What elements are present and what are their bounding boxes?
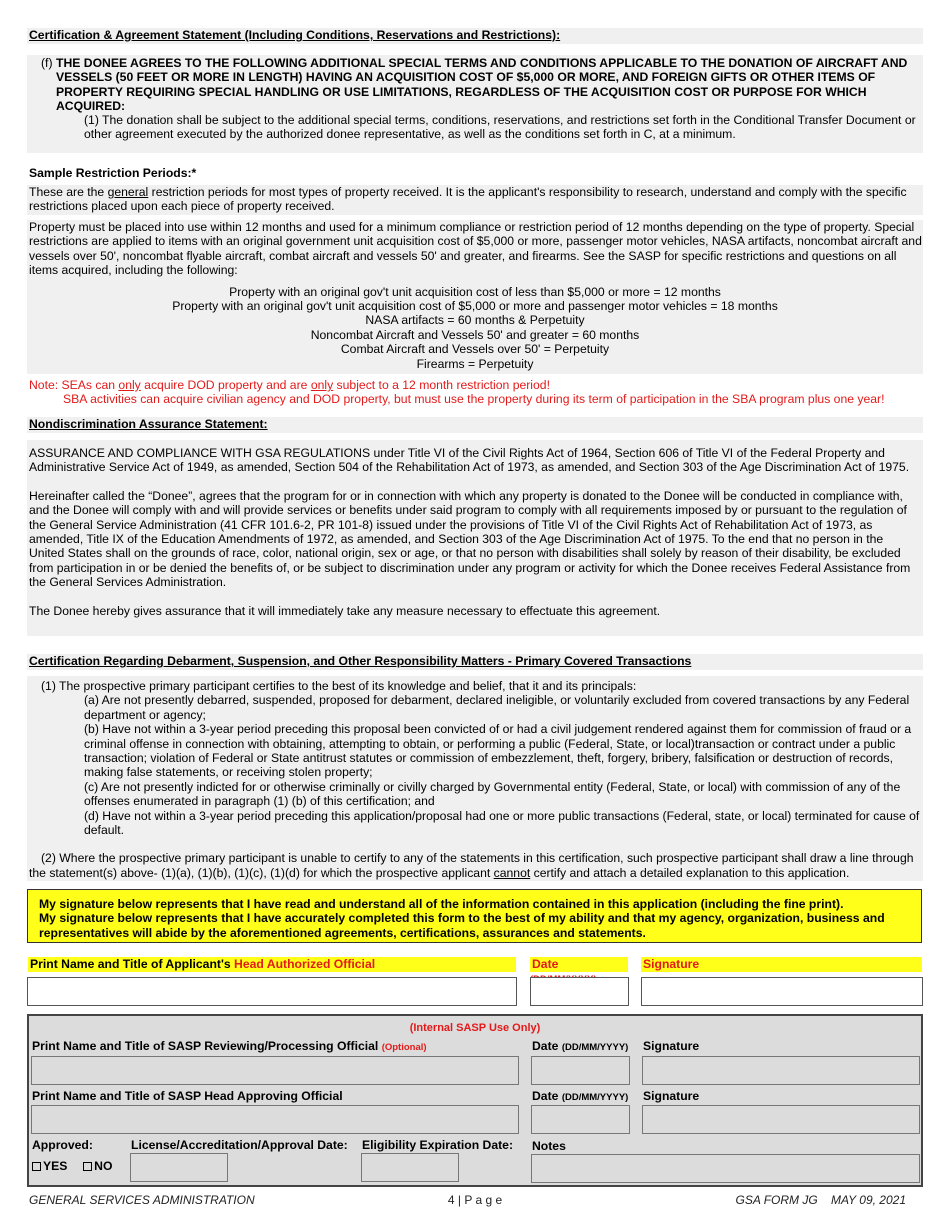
head-signature-label: Signature bbox=[643, 1089, 700, 1103]
signature-notice bbox=[27, 889, 922, 943]
restriction-item: Property with an original gov't unit acquisition cost of $5,000 or more and passenger motor vehicles = 18 months bbox=[172, 299, 778, 314]
cert-f-marker: (f) bbox=[41, 56, 53, 70]
nondiscrim-p3: The Donee hereby gives assurance that it will immediately take any measure necessary to effectuate this agreement. bbox=[29, 603, 661, 618]
notes-field[interactable] bbox=[531, 1154, 920, 1183]
review-signature-label: Signature bbox=[643, 1039, 700, 1053]
notes-label: Notes bbox=[532, 1139, 566, 1153]
nondiscrim-heading: Nondiscrimination Assurance Statement: bbox=[29, 417, 268, 431]
debarment-c: (c) Are not presently indicted for or otherwise criminally or civilly charged by Governmental entity (Federal, State, or local) with commission of any of the offenses enumerated in paragraph (1) (b) of this certification; and bbox=[84, 779, 901, 809]
debarment-heading-bar bbox=[27, 654, 923, 670]
debarment-body bbox=[27, 676, 923, 881]
review-date-label bbox=[532, 1039, 628, 1055]
approved-options bbox=[32, 1159, 112, 1173]
license-label: License/Accreditation/Approval Date: bbox=[131, 1138, 348, 1152]
restriction-note bbox=[29, 378, 923, 407]
applicant-date-text: Date bbox=[532, 957, 559, 971]
restriction-item: NASA artifacts = 60 months & Perpetuity bbox=[365, 313, 585, 328]
restriction-list bbox=[27, 285, 923, 371]
restriction-body: Property must be placed into use within 12 months and used for a minimum compliance or restriction period of 12 months depending on the type of property. Special restrictions are applied to items with an original government unit acquisition cost of $5,000 or more, passenger motor vehicles, NASA artifacts, noncombat aircraft and vessels over 50', noncombat flyable aircraft, combat aircraft and vessels 50' and greater, and firearms. See the SASP for specific restrictions and questions on all items acquired, including the following: bbox=[29, 220, 922, 278]
note-only-2: only bbox=[310, 378, 334, 392]
applicant-date-label bbox=[530, 957, 628, 972]
head-date-label bbox=[532, 1089, 628, 1105]
restriction-intro-pre: These are the bbox=[29, 185, 108, 199]
debarment-a: (a) Are not presently debarred, suspended, proposed for debarment, declared ineligible, or voluntarily excluded from covered transactions by any Federal department or agency; bbox=[84, 693, 910, 722]
applicant-signature-field[interactable] bbox=[641, 977, 923, 1006]
debarment-b: (b) Have not within a 3-year period preceding this proposal been convicted of or had a civil judgement rendered against them for commission of fraud or a criminal offense in connection with obtaining, attempting to obtain, or performing a public (Federal, State, or local)transaction or contract under a public transaction; violation of Federal or State antitrust statutes or commission of embezzlement, theft, forgery, bribery, falsification or destruction of records, making false statements, or receiving stolen property; bbox=[84, 722, 912, 780]
applicant-name-label-a: Print Name and Title of Applicant's bbox=[30, 957, 235, 971]
restriction-item: Combat Aircraft and Vessels over 50' = Perpetuity bbox=[340, 342, 610, 357]
debarment-p2-text: (2) Where the prospective primary participant is unable to certify to any of the statements in this certification, such prospective participant shall draw a line through the statement(s) above- (1)(a), (1)(b), (1)(c), (1)(d) for which the prospective applicant bbox=[29, 851, 914, 880]
debarment-p2-text: certify and attach a detailed explanation to this application. bbox=[530, 865, 850, 880]
nondiscrim-p2: Hereinafter called the “Donee”, agrees that the program for or in connection with which any property is donated to the Donee will be conducted in compliance with, and the Donee will comply with and will provide services or benefits under said program to comply with all requirements imposed by or pursuant to the regulation of the General Service Administration (41 CFR 101.6-2, PR 101-8) issued under the provisions of Title VI of the Civil Rights Act of Rehabilitation Act of 1973, as amended, Title IX of the Education Amendments of 1972, as amended, and Section 303 of the Age Discrimination Act of 1975. To the end that no person in the United States shall on the grounds of race, color, national origin, sex or age, or that no person with disabilities shall solely by reason of their disability, be excluded from participation in or be denied the benefits of, or be subject to discrimination under any program or activity for which the Donee receives Federal Assistance from the General Services Administration. bbox=[29, 488, 911, 590]
cert-heading-bar bbox=[27, 28, 923, 44]
head-name-field[interactable] bbox=[31, 1105, 519, 1134]
footer-left: GENERAL SERVICES ADMINISTRATION bbox=[29, 1193, 255, 1207]
applicant-date-field[interactable] bbox=[530, 977, 629, 1006]
head-signature-field[interactable] bbox=[642, 1105, 920, 1134]
nondiscrim-p1: ASSURANCE AND COMPLIANCE WITH GSA REGULATIONS under Title VI of the Civil Rights Act of 1964, Section 606 of Title VI of the Federal Property and Administrative Service Act of 1949, as amended, Section 504 of the Rehabilitation Act of 1973, as amended, and Section 303 of the Age Discrimination Act of 1975. bbox=[29, 446, 910, 475]
signature-notice-line2: My signature below represents that I have accurately completed this form to the best of my ability and that my agency, organization, business and representatives will abide by the aforementioned agreements, certifications, assurances and statements. bbox=[39, 911, 885, 940]
note-part: acquire DOD property and are bbox=[140, 378, 311, 392]
applicant-signature-label bbox=[641, 957, 922, 972]
yes-label: YES bbox=[43, 1159, 68, 1173]
applicant-name-label bbox=[28, 957, 516, 972]
debarment-p2-cannot: cannot bbox=[493, 865, 531, 880]
head-date-text: Date bbox=[532, 1089, 559, 1103]
review-name-field[interactable] bbox=[31, 1056, 519, 1085]
restriction-note-line2: SBA activities can acquire civilian agency and DOD property, but must use the property during its term of participation in the SBA program plus one year! bbox=[63, 392, 885, 407]
applicant-name-field[interactable] bbox=[27, 977, 517, 1006]
restriction-item: Firearms = Perpetuity bbox=[416, 356, 534, 371]
review-date-field[interactable] bbox=[531, 1056, 630, 1085]
footer-page: 4 | P a g e bbox=[447, 1193, 503, 1207]
cert-f-text: THE DONEE AGREES TO THE FOLLOWING ADDITIONAL SPECIAL TERMS AND CONDITIONS APPLICABLE TO THE DONATION OF AIRCRAFT AND VESSELS (50 FEET OR MORE IN LENGTH) HAVING AN ACQUISITION COST OF $5,000 OR MORE, AND FOREIGN GIFTS OR OTHER ITEMS OF PROPERTY REQUIRING SPECIAL HANDLING OR USE LIMITATIONS, REGARDLESS OF THE ACQUISITION COST OR PURPOSE FOR WHICH ACQUIRED: bbox=[56, 56, 908, 114]
note-part: subject to a 12 month restriction period! bbox=[333, 378, 550, 392]
nondiscrim-heading-bar bbox=[27, 417, 923, 433]
debarment-p2 bbox=[27, 851, 923, 880]
yes-checkbox[interactable] bbox=[32, 1162, 41, 1171]
restriction-intro-general: general bbox=[107, 185, 149, 199]
applicant-name-label-b: Head Authorized Official bbox=[234, 957, 376, 971]
internal-section bbox=[27, 1014, 923, 1187]
debarment-d: (d) Have not within a 3-year period preceding this application/proposal had one or more public transactions (Federal, state, or local) terminated for cause of default. bbox=[84, 808, 920, 838]
restriction-heading: Sample Restriction Periods:* bbox=[29, 166, 197, 180]
no-label: NO bbox=[94, 1159, 113, 1173]
restriction-item: Property with an original gov't unit acquisition cost of less than $5,000 or more = 12 months bbox=[229, 284, 721, 299]
no-checkbox[interactable] bbox=[83, 1162, 92, 1171]
footer-right: GSA FORM JG MAY 09, 2021 bbox=[735, 1193, 906, 1207]
cert-f-section bbox=[27, 55, 923, 153]
restriction-item: Noncombat Aircraft and Vessels 50' and greater = 60 months bbox=[310, 327, 640, 342]
review-label bbox=[32, 1039, 427, 1055]
review-date-text: Date bbox=[532, 1039, 559, 1053]
review-signature-field[interactable] bbox=[642, 1056, 920, 1085]
license-date-field[interactable] bbox=[130, 1153, 228, 1182]
signature-notice-line1: My signature below represents that I have read and understand all of the information contained in this application (including the fine print). bbox=[39, 897, 844, 911]
review-label-text: Print Name and Title of SASP Reviewing/Processing Official bbox=[32, 1039, 379, 1053]
cert-heading: Certification & Agreement Statement (Including Conditions, Reservations and Restrictions): bbox=[29, 28, 561, 42]
review-date-format: (DD/MM/YYYY) bbox=[561, 1042, 629, 1053]
restriction-intro bbox=[27, 185, 923, 215]
head-date-field[interactable] bbox=[531, 1105, 630, 1134]
eligibility-label: Eligibility Expiration Date: bbox=[362, 1138, 514, 1152]
restriction-body-block bbox=[27, 220, 923, 374]
approved-label: Approved: bbox=[32, 1138, 93, 1152]
head-label: Print Name and Title of SASP Head Approving Official bbox=[32, 1089, 343, 1103]
review-optional: (Optional) bbox=[381, 1042, 427, 1053]
eligibility-date-field[interactable] bbox=[361, 1153, 459, 1182]
restriction-note-line1 bbox=[29, 378, 923, 392]
restriction-intro-post: restriction periods for most types of property received. It is the applicant's responsibility to research, understand and comply with the specific restrictions placed upon each piece of property received. bbox=[29, 185, 907, 214]
debarment-heading: Certification Regarding Debarment, Suspension, and Other Responsibility Matters - Primary Covered Transactions bbox=[29, 654, 692, 668]
applicant-signature-text: Signature bbox=[643, 957, 700, 971]
head-date-format: (DD/MM/YYYY) bbox=[561, 1092, 629, 1103]
nondiscrim-body bbox=[27, 440, 923, 636]
internal-title: (Internal SASP Use Only) bbox=[409, 1022, 541, 1034]
debarment-p1: (1) The prospective primary participant certifies to the best of its knowledge and belief, that it and its principals: bbox=[41, 679, 637, 693]
cert-f-1: (1) The donation shall be subject to the additional special terms, conditions, reservations, and restrictions set forth in the Conditional Transfer Document or other agreement executed by the authorized donee representative, as well as the conditions set forth in C, at a minimum. bbox=[84, 113, 916, 142]
note-only-1: only bbox=[118, 378, 141, 392]
note-part: Note: SEAs can bbox=[29, 378, 119, 392]
